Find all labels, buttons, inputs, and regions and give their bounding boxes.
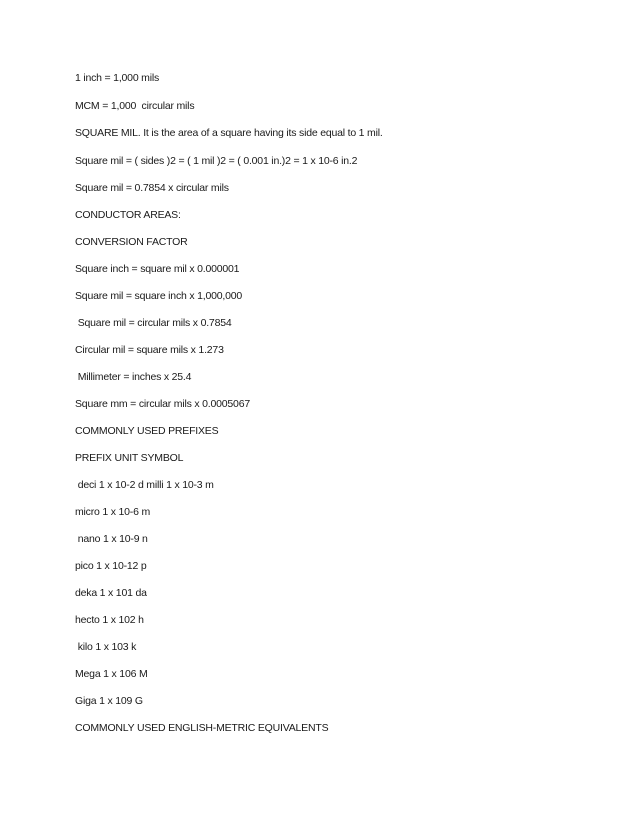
prefix-row: pico 1 x 10-12 p	[75, 560, 147, 572]
text-line: Square mil = square inch x 1,000,000	[75, 290, 243, 302]
table-header: PREFIX UNIT SYMBOL	[75, 452, 184, 464]
text-line: Square inch = square mil x 0.000001	[75, 263, 240, 275]
prefix-row: deci 1 x 10-2 d milli 1 x 10-3 m	[75, 479, 214, 491]
section-heading: CONDUCTOR AREAS:	[75, 209, 181, 221]
prefix-row: hecto 1 x 102 h	[75, 614, 144, 626]
text-line: MCM = 1,000 circular mils	[75, 100, 195, 112]
text-line: Square mil = ( sides )2 = ( 1 mil )2 = ( 0.001 in.)2 = 1 x 10-6 in.2	[75, 155, 358, 167]
prefix-row: Giga 1 x 109 G	[75, 695, 143, 707]
text-line: Square mil = circular mils x 0.7854	[75, 317, 232, 329]
section-heading: CONVERSION FACTOR	[75, 236, 188, 248]
prefix-row: nano 1 x 10-9 n	[75, 533, 148, 545]
section-heading: COMMONLY USED PREFIXES	[75, 425, 219, 437]
prefix-row: micro 1 x 10-6 m	[75, 506, 150, 518]
text-line: Millimeter = inches x 25.4	[75, 371, 192, 383]
text-line: Circular mil = square mils x 1.273	[75, 344, 224, 356]
text-line: Square mil = 0.7854 x circular mils	[75, 182, 229, 194]
prefix-row: deka 1 x 101 da	[75, 587, 147, 599]
section-heading: COMMONLY USED ENGLISH-METRIC EQUIVALENTS	[75, 722, 329, 734]
text-line: 1 inch = 1,000 mils	[75, 72, 160, 84]
prefix-row: Mega 1 x 106 M	[75, 668, 148, 680]
prefix-row: kilo 1 x 103 k	[75, 641, 137, 653]
text-line: SQUARE MIL. It is the area of a square having its side equal to 1 mil.	[75, 127, 383, 139]
text-line: Square mm = circular mils x 0.0005067	[75, 398, 250, 410]
